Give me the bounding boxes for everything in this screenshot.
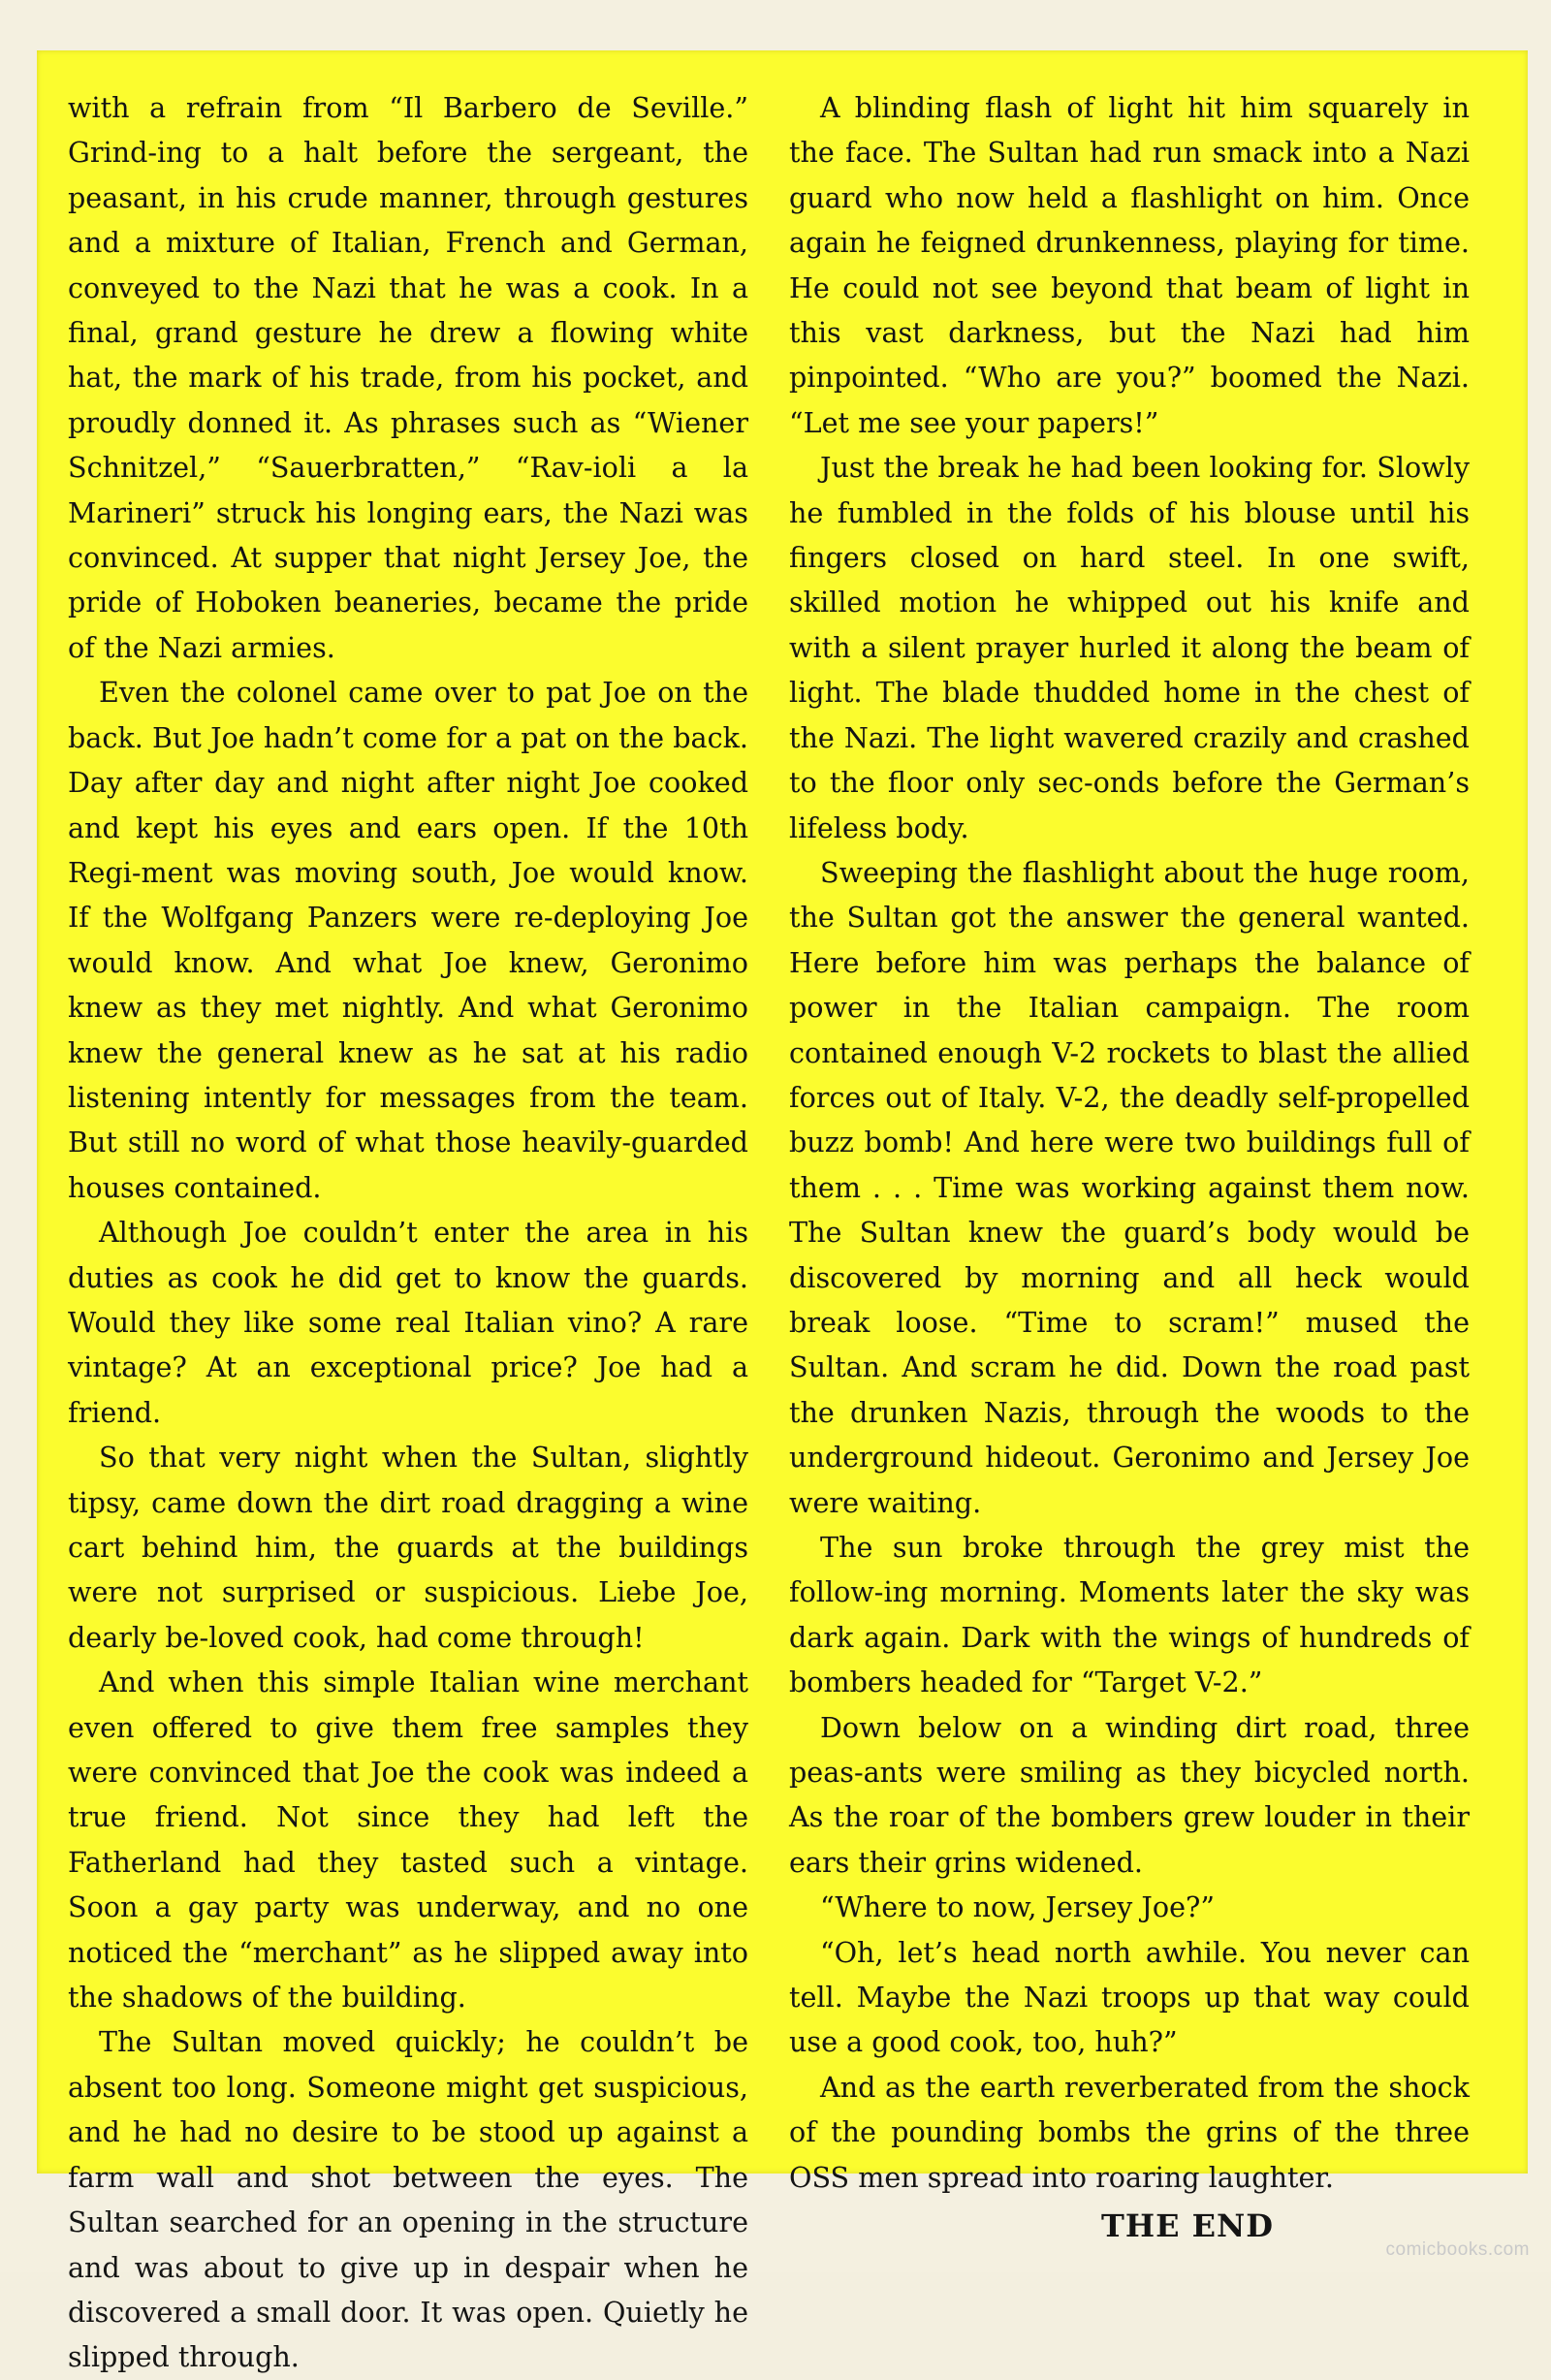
paragraph: “Oh, let’s head north awhile. You never can tell. Maybe the Nazi troops up that way could use a good cook, too, huh?”: [789, 1935, 1470, 2059]
paragraph: with a refrain from “Il Barbero de Seville.” Grind-ing to a halt before the sergeant, the peasant, in his crude manner, through gestures and a mixture of Italian, French and German, conveyed to the Nazi that he was a cook. In a final, grand gesture he drew a flowing white hat, the mark of his trade, from his pocket, and proudly donned it. As phrases such as “Wiener Schnitzel,” “Sauerbratten,” “Rav-ioli a la Marineri” struck his longing ears, the Nazi was convinced. At supper that night Jersey Joe, the pride of Hoboken beaneries, became the pride of the Nazi armies.: [68, 91, 748, 664]
paragraph: Sweeping the flashlight about the huge room, the Sultan got the answer the general wanted. Here before him was perhaps the balance of power in the Italian campaign. The room contained enough V-2 rockets to blast the allied forces out of Italy. V-2, the deadly self-propelled buzz bomb! And here were two buildings full of them . . . Time was working against them now. The Sultan knew the guard’s body would be discovered by morning and all heck would break loose. “Time to scram!” mused the Sultan. And scram he did. Down the road past the drunken Nazis, through the woods to the underground hideout. Geronimo and Jersey Joe were waiting.: [789, 855, 1470, 1519]
the-end-label: THE END: [1101, 2207, 1274, 2245]
paragraph: And as the earth reverberated from the shock of the pounding bombs the grins of the three OSS men spread into roaring laughter.: [789, 2070, 1470, 2194]
left-column: [68, 85, 748, 2380]
paragraph: Just the break he had been looking for. Slowly he fumbled in the folds of his blouse until his fingers closed on hard steel. In one swift, skilled motion he whipped out his knife and with a silent prayer hurled it along the beam of light. The blade thudded home in the chest of the Nazi. The light wavered crazily and crashed to the floor only sec-onds before the German’s lifeless body.: [789, 451, 1470, 844]
paragraph: “Where to now, Jersey Joe?”: [820, 1890, 1215, 1924]
paragraph: The sun broke through the grey mist the follow-ing morning. Moments later the sky was dark again. Dark with the wings of hundreds of bombers headed for “Target V-2.”: [789, 1531, 1470, 1699]
watermark: comicbooks.com: [1385, 2239, 1530, 2260]
paragraph: The Sultan moved quickly; he couldn’t be absent too long. Someone might get suspicious, and he had no desire to be stood up against a farm wall and shot between the eyes. The Sultan searched for an opening in the structure and was about to give up in despair when he discovered a small door. It was open. Quietly he slipped through.: [68, 2025, 748, 2374]
paragraph: Even the colonel came over to pat Joe on the back. But Joe hadn’t come for a pat on the back. Day after day and night after night Joe cooked and kept his eyes and ears open. If the 10th Regi-ment was moving south, Joe would know. If the Wolfgang Panzers were re-deploying Joe would know. And what Joe knew, Geronimo knew as they met nightly. And what Geronimo knew the general knew as he sat at his radio listening intently for messages from the team. But still no word of what those heavily-guarded houses contained.: [68, 676, 748, 1204]
paragraph: And when this simple Italian wine merchant even offered to give them free samples they were convinced that Joe the cook was indeed a true friend. Not since they had left the Fatherland had they tasted such a vintage. Soon a gay party was underway, and no one noticed the “merchant” as he slipped away into the shadows of the building.: [68, 1666, 748, 2015]
paragraph: So that very night when the Sultan, slightly tipsy, came down the dirt road dragging a wine cart behind him, the guards at the buildings were not surprised or suspicious. Liebe Joe, dearly be-loved cook, had come through!: [68, 1441, 748, 1654]
paragraph: Down below on a winding dirt road, three peas-ants were smiling as they bicycled north. As the roar of the bombers grew louder in their ears their grins widened.: [789, 1710, 1470, 1879]
right-column: [789, 85, 1470, 2249]
paragraph: A blinding flash of light hit him squarely in the face. The Sultan had run smack into a Nazi guard who now held a flashlight on him. Once again he feigned drunkenness, playing for time. He could not see beyond that beam of light in this vast darkness, but the Nazi had him pinpointed. “Who are you?” boomed the Nazi. “Let me see your papers!”: [789, 91, 1470, 439]
paragraph: Although Joe couldn’t enter the area in his duties as cook he did get to know the guards. Would they like some real Italian vino? A rare vintage? At an exceptional price? Joe had a friend.: [68, 1216, 748, 1429]
